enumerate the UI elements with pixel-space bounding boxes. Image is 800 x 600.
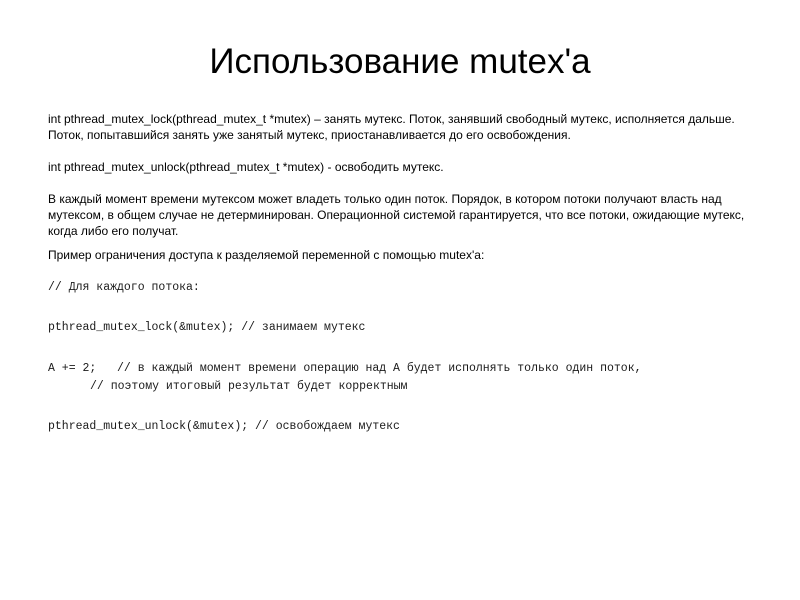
slide-body [48,111,768,434]
code-comment-each-thread: // Для каждого потока: [48,281,200,294]
slide-title: Использование mutex'a [209,42,591,81]
code-unlock-line: pthread_mutex_unlock(&mutex); // освобождаем мутекс [48,420,400,433]
paragraph-ownership: В каждый момент времени мутексом может владеть только один поток. Порядок, в котором потоки получают власть над мутексом, в общем случае не детерминирован. Операционной системой гарантируется, что все потоки, ожидающие мутекс, когда либо его получат. [48,192,745,238]
code-increment-line: A += 2; // в каждый момент времени операцию над А будет исполнять только один поток, [48,362,642,375]
code-increment-continuation: // поэтому итоговый результат будет корректным [90,380,408,393]
paragraph-example-intro: Пример ограничения доступа к разделяемой переменной с помощью mutex'a: [48,248,485,262]
code-lock-line: pthread_mutex_lock(&mutex); // занимаем мутекс [48,321,366,334]
paragraph-mutex-lock: int pthread_mutex_lock(pthread_mutex_t *mutex) – занять мутекс. Поток, занявший свободный мутекс, исполняется дальше. Поток, попытавшийся занять уже занятый мутекс, приостанавливается до его освобождения. [48,112,735,142]
paragraph-mutex-unlock: int pthread_mutex_unlock(pthread_mutex_t *mutex) - освободить мутекс. [48,160,444,174]
